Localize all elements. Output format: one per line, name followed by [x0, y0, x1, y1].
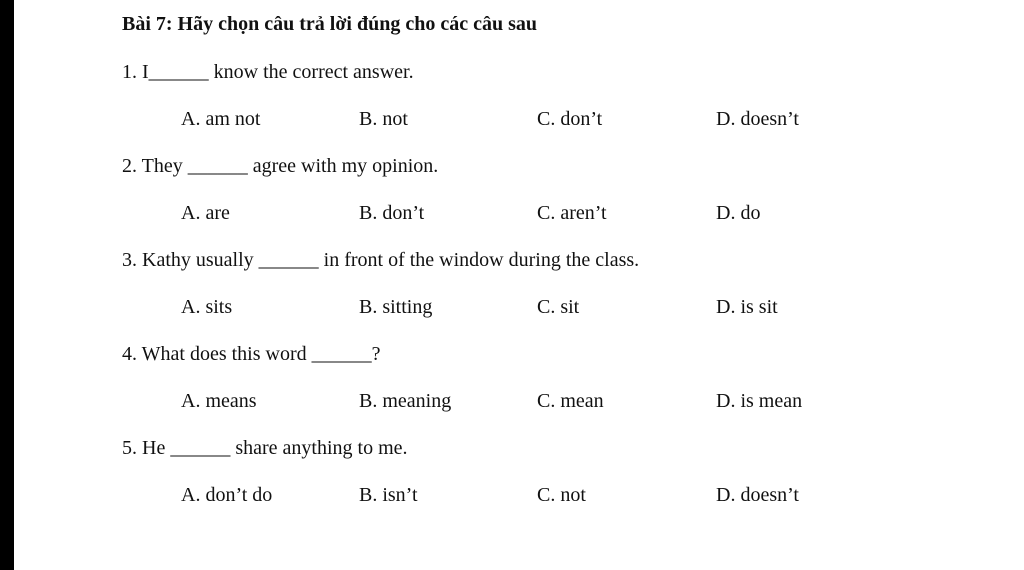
- question-3-option-b: B. sitting: [359, 296, 433, 318]
- question-4-option-d: D. is mean: [716, 390, 803, 412]
- question-5-option-b: B. isn’t: [359, 484, 418, 506]
- question-4-option-a: A. means: [181, 390, 257, 412]
- question-5-option-c: C. not: [537, 484, 586, 506]
- question-4: 4. What does this word ______?: [122, 343, 381, 365]
- question-1-option-c: C. don’t: [537, 108, 603, 130]
- question-5-option-a: A. don’t do: [181, 484, 273, 506]
- question-2-option-b: B. don’t: [359, 202, 425, 224]
- question-3: 3. Kathy usually ______ in front of the window during the class.: [122, 249, 640, 271]
- question-5: 5. He ______ share anything to me.: [122, 437, 408, 459]
- question-3-option-c: C. sit: [537, 296, 580, 318]
- worksheet-page: [14, 0, 1024, 570]
- question-1-option-d: D. doesn’t: [716, 108, 799, 130]
- question-1-option-b: B. not: [359, 108, 408, 130]
- exercise-title: Bài 7: Hãy chọn câu trả lời đúng cho các câu sau: [122, 13, 537, 35]
- left-edge-bar: [0, 0, 14, 570]
- question-1: 1. I______ know the correct answer.: [122, 61, 414, 83]
- question-2-option-c: C. aren’t: [537, 202, 607, 224]
- question-1-option-a: A. am not: [181, 108, 261, 130]
- question-5-option-d: D. doesn’t: [716, 484, 799, 506]
- question-2: 2. They ______ agree with my opinion.: [122, 155, 439, 177]
- question-2-option-d: D. do: [716, 202, 761, 224]
- question-2-option-a: A. are: [181, 202, 230, 224]
- question-3-option-d: D. is sit: [716, 296, 778, 318]
- question-4-option-c: C. mean: [537, 390, 604, 412]
- question-4-option-b: B. meaning: [359, 390, 452, 412]
- question-3-option-a: A. sits: [181, 296, 233, 318]
